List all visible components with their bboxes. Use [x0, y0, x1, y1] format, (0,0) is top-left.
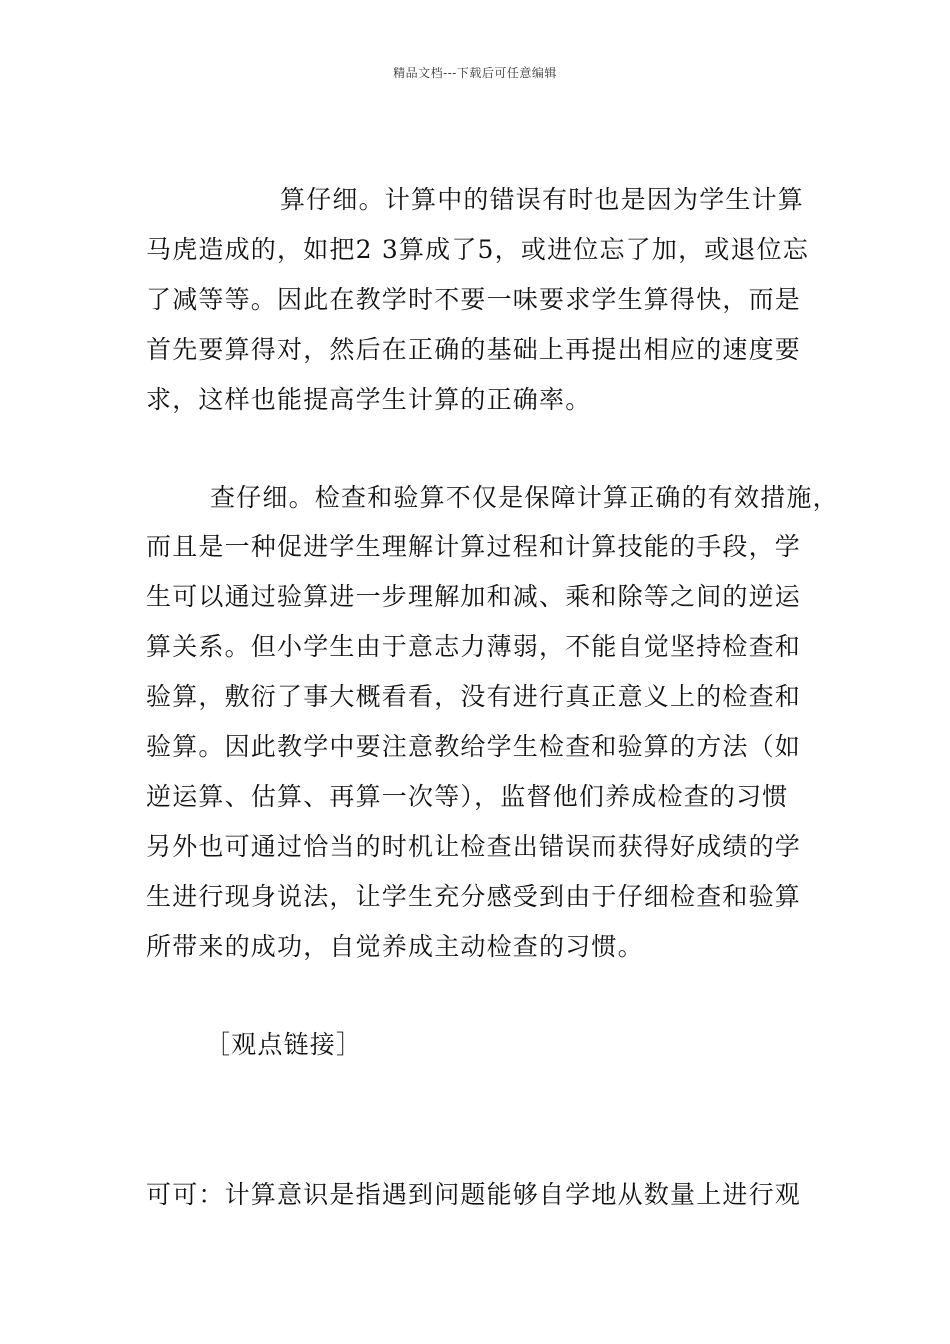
page-header: 精品文档---下载后可任意编辑: [393, 66, 557, 80]
paragraph2-line-1: 查仔细。检查和验算不仅是保障计算正确的有效措施，: [210, 483, 839, 512]
paragraph2-line-3: 生可以通过验算进一步理解加和减、乘和除等之间的逆运: [146, 582, 802, 611]
paragraph1-line-3: 了减等等。因此在教学时不要一味要求学生算得快，而是: [146, 285, 802, 314]
paragraph2-line-7: 逆运算、估算、再算一次等），监督他们养成检查的习惯: [146, 782, 789, 811]
section-heading: ［观点链接］: [205, 1030, 363, 1059]
paragraph1-line-4: 首先要算得对，然后在正确的基础上再提出相应的速度要: [146, 335, 802, 364]
paragraph3-line-1: 可可：计算意识是指遇到问题能够自学地从数量上进行观: [146, 1180, 802, 1209]
paragraph2-line-4: 算关系。但小学生由于意志力薄弱，不能自觉坚持检查和: [146, 632, 802, 661]
paragraph2-line-9: 生进行现身说法，让学生充分感受到由于仔细检查和验算: [146, 882, 802, 911]
paragraph1-line-2: 马虎造成的，如把2 3算成了5，或进位忘了加，或退位忘: [146, 235, 810, 264]
paragraph1-line-1: 算仔细。计算中的错误有时也是因为学生计算: [280, 185, 805, 214]
paragraph1-line-5: 求，这样也能提高学生计算的正确率。: [146, 385, 592, 414]
paragraph2-line-2: 而且是一种促进学生理解计算过程和计算技能的手段，学: [146, 532, 802, 561]
paragraph2-line-5: 验算，敷衍了事大概看看，没有进行真正意义上的检查和: [146, 682, 802, 711]
paragraph2-line-6: 验算。因此教学中要注意教给学生检查和验算的方法（如: [146, 732, 802, 761]
paragraph2-line-10: 所带来的成功，自觉养成主动检查的习惯。: [146, 932, 644, 961]
paragraph2-line-8: 另外也可通过恰当的时机让检查出错误而获得好成绩的学: [146, 832, 802, 861]
